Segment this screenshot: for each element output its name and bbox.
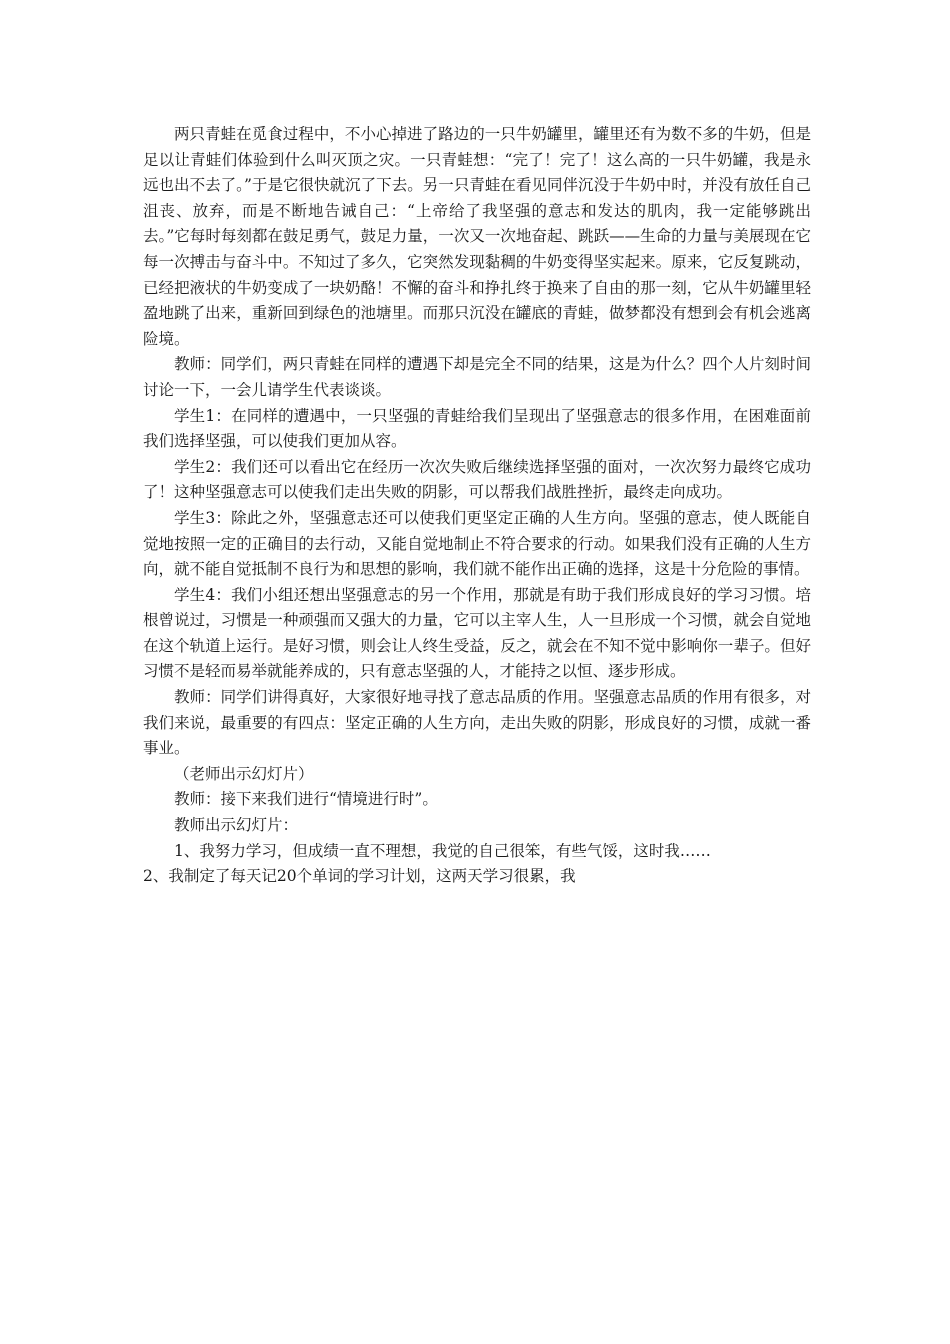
slide-note: （老师出示幻灯片） [174, 764, 314, 783]
document-body [143, 122, 811, 890]
student-4-answer: 学生4：我们小组还想出坚强意志的另一个作用，那就是有助于我们形成良好的学习习惯。培根曾说过，习惯是一种顽强而又强大的力量，它可以主宰人生，人一旦形成一个习惯，就会自觉地在这个轨道上运行。是好习惯，则会让人终生受益，反之，就会在不知不觉中影响你一辈子。但好习惯不是轻而易举就能养成的，只有意志坚强的人，才能持之以恒、逐步形成。 [143, 585, 811, 681]
teacher-slide-intro: 教师出示幻灯片： [174, 816, 299, 835]
student-1-answer: 学生1：在同样的遭遇中，一只坚强的青蛙给我们呈现出了坚强意志的很多作用，在困难面前我们选择坚强，可以使我们更加从容。 [143, 406, 811, 451]
scenario-item-2: 2、我制定了每天记20个单词的学习计划，这两天学习很累，我 [143, 867, 576, 886]
scenario-item-1: 1、我努力学习，但成绩一直不理想，我觉的自己很笨，有些气馁，这时我…… [174, 841, 711, 860]
teacher-next-activity: 教师：接下来我们进行“情境进行时”。 [174, 790, 438, 809]
story-paragraph: 两只青蛙在觅食过程中，不小心掉进了路边的一只牛奶罐里，罐里还有为数不多的牛奶，但是足以让青蛙们体验到什么叫灭顶之灾。一只青蛙想：“完了！完了！这么高的一只牛奶罐，我是永远也出不去了。”于是它很快就沉了下去。另一只青蛙在看见同伴沉没于牛奶中时，并没有放任自己沮丧、放弃，而是不断地告诫自己：“上帝给了我坚强的意志和发达的肌肉，我一定能够跳出去。”它每时每刻都在鼓足勇气，鼓足力量，一次又一次地奋起、跳跃——生命的力量与美展现在它每一次搏击与奋斗中。不知过了多久，它突然发现黏稠的牛奶变得坚实起来。原来，它反复跳动，已经把液状的牛奶变成了一块奶酪！不懈的奋斗和挣扎终于换来了自由的那一刻，它从牛奶罐里轻盈地跳了出来，重新回到绿色的池塘里。而那只沉没在罐底的青蛙，做梦都没有想到会有机会逃离险境。 [143, 125, 811, 348]
student-3-answer: 学生3：除此之外，坚强意志还可以使我们更坚定正确的人生方向。坚强的意志，使人既能自觉地按照一定的正确目的去行动，又能自觉地制止不符合要求的行动。如果我们没有正确的人生方向，就不能自觉抵制不良行为和思想的影响，我们就不能作出正确的选择，这是十分危险的事情。 [143, 508, 811, 579]
teacher-question: 教师：同学们，两只青蛙在同样的遭遇下却是完全不同的结果，这是为什么？四个人片刻时间讨论一下，一会儿请学生代表谈谈。 [143, 355, 811, 399]
student-2-answer: 学生2：我们还可以看出它在经历一次次失败后继续选择坚强的面对，一次次努力最终它成功了！这种坚强意志可以使我们走出失败的阴影，可以帮我们战胜挫折，最终走向成功。 [143, 457, 811, 502]
teacher-summary: 教师：同学们讲得真好，大家很好地寻找了意志品质的作用。坚强意志品质的作用有很多，对我们来说，最重要的有四点：坚定正确的人生方向，走出失败的阴影，形成良好的习惯，成就一番事业。 [143, 688, 811, 758]
